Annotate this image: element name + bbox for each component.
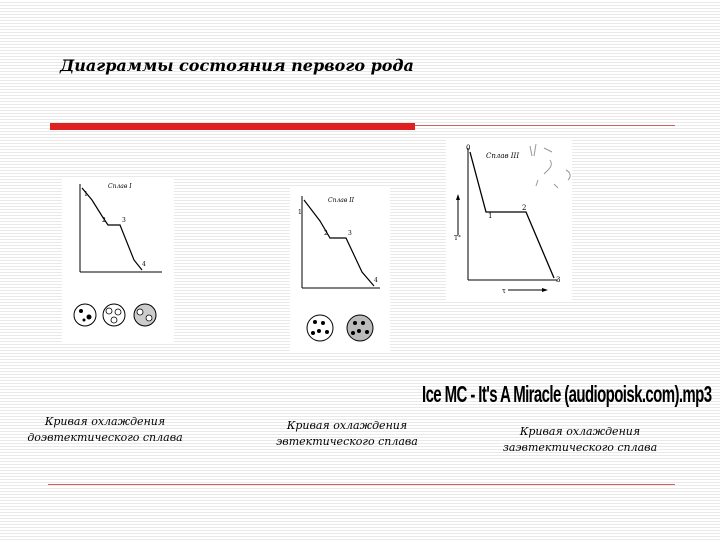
- handwritten-marks: [510, 140, 590, 204]
- caption-line: доэвтектического сплава: [27, 431, 183, 444]
- point-label: 1: [488, 212, 493, 220]
- figure-hypoeutectic: [62, 178, 174, 343]
- cooling-curve-eutectic: [290, 186, 390, 351]
- point-label: 4: [142, 261, 146, 268]
- caption-hypoeutectic: [20, 414, 190, 446]
- panel-label: Сплав III: [486, 152, 520, 160]
- caption-line: заэвтектического сплава: [502, 441, 658, 454]
- top-rule: [415, 125, 675, 126]
- point-label: 2: [324, 230, 328, 237]
- point-label: 1: [298, 209, 302, 216]
- axis-label: τ: [502, 287, 506, 295]
- point-label: 1: [84, 191, 88, 198]
- caption-eutectic: [262, 418, 432, 450]
- point-label: 2: [522, 204, 527, 212]
- figure-eutectic: [290, 186, 390, 351]
- cooling-curve-hypoeutectic: [62, 178, 174, 343]
- slide-title: Диаграммы состояния первого рода: [60, 56, 414, 75]
- caption-line: Кривая охлаждения: [286, 419, 408, 432]
- caption-line: эвтектического сплава: [276, 435, 418, 448]
- microstructure-circle: [307, 315, 333, 341]
- panel-label: Сплав II: [328, 197, 354, 204]
- point-label: 3: [122, 217, 126, 224]
- axis-label: T°: [454, 235, 462, 242]
- point-label: 3: [556, 276, 561, 284]
- point-label: 4: [374, 277, 378, 284]
- panel-label: Сплав I: [108, 183, 132, 190]
- audio-banner: Ice MC - It's A Miracle (audiopoisk.com).mp3: [422, 382, 712, 409]
- microstructure-circle: [134, 304, 156, 326]
- microstructure-circle: [74, 304, 96, 326]
- caption-line: Кривая охлаждения: [44, 415, 166, 428]
- accent-bar: [50, 123, 415, 130]
- point-label: 3: [348, 230, 352, 237]
- point-label: 0: [466, 144, 471, 152]
- bottom-rule: [48, 484, 675, 485]
- microstructure-circle: [347, 315, 373, 341]
- caption-hypereutectic: [492, 424, 668, 456]
- point-label: 2: [102, 217, 106, 224]
- scribble-icon: [510, 140, 590, 200]
- caption-line: Кривая охлаждения: [519, 425, 641, 438]
